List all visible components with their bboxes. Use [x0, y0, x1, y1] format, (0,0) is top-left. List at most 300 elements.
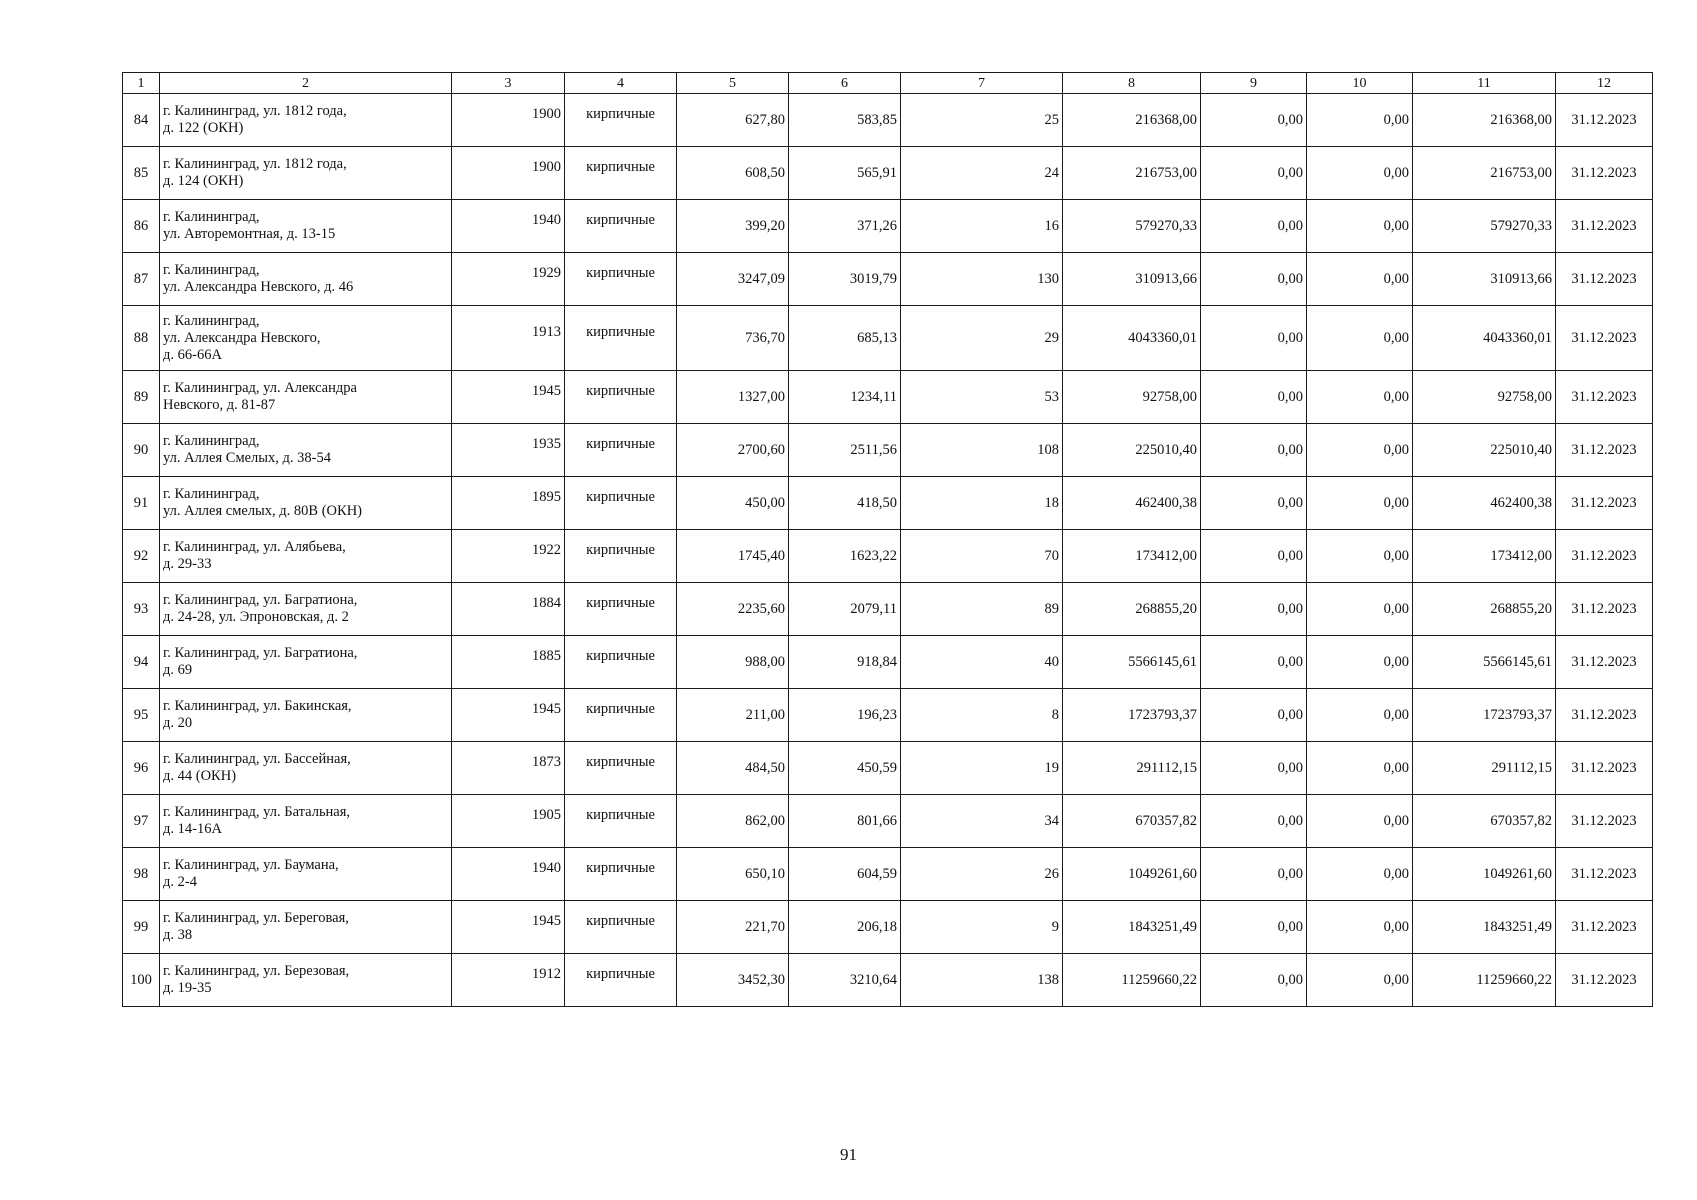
date-cell-value: 31.12.2023 — [1571, 812, 1637, 829]
date-cell — [1556, 795, 1653, 848]
row-number: 100 — [123, 954, 160, 1007]
year-cell-value: 1895 — [532, 488, 561, 505]
cell-col7 — [901, 795, 1063, 848]
material-cell — [565, 424, 677, 477]
cell-col10 — [1307, 477, 1413, 530]
material-cell-value: кирпичные — [586, 211, 655, 228]
cell-col6-value: 450,59 — [857, 759, 897, 776]
cell-col8 — [1063, 848, 1201, 901]
cell-col10-value: 0,00 — [1383, 329, 1409, 346]
date-cell-value: 31.12.2023 — [1571, 971, 1637, 988]
material-cell-value: кирпичные — [586, 488, 655, 505]
cell-col5 — [677, 742, 789, 795]
cell-col6 — [789, 954, 901, 1007]
cell-col10 — [1307, 901, 1413, 954]
cell-col9-value: 0,00 — [1277, 865, 1303, 882]
cell-col8 — [1063, 306, 1201, 371]
year-cell-value: 1929 — [532, 264, 561, 281]
material-cell — [565, 848, 677, 901]
cell-col8 — [1063, 477, 1201, 530]
cell-col11-value: 670357,82 — [1490, 812, 1552, 829]
cell-col5 — [677, 147, 789, 200]
cell-col7 — [901, 94, 1063, 147]
cell-col11 — [1413, 371, 1556, 424]
cell-col8-value: 310913,66 — [1135, 270, 1197, 287]
row-number: 95 — [123, 689, 160, 742]
cell-col11 — [1413, 954, 1556, 1007]
material-cell-value: кирпичные — [586, 912, 655, 929]
cell-col11 — [1413, 253, 1556, 306]
date-cell — [1556, 94, 1653, 147]
cell-col5 — [677, 583, 789, 636]
date-cell-value: 31.12.2023 — [1571, 759, 1637, 776]
cell-col8-value: 5566145,61 — [1128, 653, 1197, 670]
cell-col6-value: 604,59 — [857, 865, 897, 882]
cell-col9 — [1201, 583, 1307, 636]
material-cell — [565, 901, 677, 954]
year-cell-value: 1940 — [532, 859, 561, 876]
cell-col9 — [1201, 530, 1307, 583]
address-cell: г. Калининград, ул. Березовая, д. 19-35 — [160, 954, 452, 1007]
material-cell — [565, 371, 677, 424]
cell-col7 — [901, 954, 1063, 1007]
row-number: 87 — [123, 253, 160, 306]
cell-col10-value: 0,00 — [1383, 111, 1409, 128]
cell-col7 — [901, 583, 1063, 636]
cell-col6-value: 196,23 — [857, 706, 897, 723]
material-cell-value: кирпичные — [586, 158, 655, 175]
cell-col10-value: 0,00 — [1383, 653, 1409, 670]
date-cell-value: 31.12.2023 — [1571, 865, 1637, 882]
date-cell — [1556, 253, 1653, 306]
cell-col5 — [677, 424, 789, 477]
cell-col7 — [901, 742, 1063, 795]
year-cell — [452, 636, 565, 689]
year-cell — [452, 94, 565, 147]
date-cell — [1556, 424, 1653, 477]
material-cell-value: кирпичные — [586, 647, 655, 664]
material-cell — [565, 253, 677, 306]
cell-col8-value: 216753,00 — [1135, 164, 1197, 181]
row-number: 90 — [123, 424, 160, 477]
cell-col8 — [1063, 954, 1201, 1007]
housing-table — [122, 72, 1653, 1007]
cell-col6 — [789, 94, 901, 147]
material-cell-value: кирпичные — [586, 264, 655, 281]
table-row — [123, 954, 1653, 1007]
cell-col5-value: 484,50 — [745, 759, 785, 776]
cell-col9-value: 0,00 — [1277, 759, 1303, 776]
cell-col11 — [1413, 795, 1556, 848]
cell-col6-value: 3019,79 — [849, 270, 897, 287]
cell-col7 — [901, 147, 1063, 200]
cell-col5 — [677, 306, 789, 371]
material-cell-value: кирпичные — [586, 753, 655, 770]
cell-col11-value: 579270,33 — [1490, 217, 1552, 234]
row-number: 94 — [123, 636, 160, 689]
year-cell-value: 1913 — [532, 323, 561, 340]
cell-col11-value: 310913,66 — [1490, 270, 1552, 287]
cell-col9 — [1201, 848, 1307, 901]
year-cell-value: 1912 — [532, 965, 561, 982]
date-cell — [1556, 848, 1653, 901]
cell-col11-value: 1843251,49 — [1483, 918, 1552, 935]
cell-col8 — [1063, 742, 1201, 795]
cell-col7 — [901, 477, 1063, 530]
cell-col11 — [1413, 424, 1556, 477]
cell-col8-value: 670357,82 — [1135, 812, 1197, 829]
cell-col10 — [1307, 94, 1413, 147]
cell-col9 — [1201, 689, 1307, 742]
cell-col6 — [789, 200, 901, 253]
table-row — [123, 901, 1653, 954]
header-row — [123, 73, 1653, 94]
year-cell-value: 1905 — [532, 806, 561, 823]
cell-col11-value: 4043360,01 — [1483, 329, 1552, 346]
cell-col9-value: 0,00 — [1277, 600, 1303, 617]
cell-col8 — [1063, 636, 1201, 689]
col-header-2: 2 — [160, 73, 452, 94]
cell-col6-value: 685,13 — [857, 329, 897, 346]
cell-col6-value: 371,26 — [857, 217, 897, 234]
material-cell — [565, 636, 677, 689]
table-row — [123, 371, 1653, 424]
cell-col11 — [1413, 901, 1556, 954]
cell-col10-value: 0,00 — [1383, 971, 1409, 988]
cell-col8 — [1063, 901, 1201, 954]
cell-col7-value: 70 — [1044, 547, 1059, 564]
cell-col11-value: 291112,15 — [1491, 759, 1552, 776]
cell-col8-value: 225010,40 — [1135, 441, 1197, 458]
date-cell — [1556, 477, 1653, 530]
cell-col10 — [1307, 306, 1413, 371]
row-number: 91 — [123, 477, 160, 530]
cell-col11 — [1413, 742, 1556, 795]
cell-col11-value: 462400,38 — [1490, 494, 1552, 511]
cell-col5 — [677, 371, 789, 424]
cell-col9 — [1201, 795, 1307, 848]
row-number: 84 — [123, 94, 160, 147]
material-cell-value: кирпичные — [586, 594, 655, 611]
cell-col6-value: 3210,64 — [849, 971, 897, 988]
material-cell-value: кирпичные — [586, 859, 655, 876]
cell-col8 — [1063, 147, 1201, 200]
cell-col6-value: 1234,11 — [850, 388, 897, 405]
date-cell — [1556, 901, 1653, 954]
cell-col5-value: 862,00 — [745, 812, 785, 829]
table-row — [123, 742, 1653, 795]
cell-col10-value: 0,00 — [1383, 270, 1409, 287]
cell-col10-value: 0,00 — [1383, 759, 1409, 776]
cell-col9 — [1201, 371, 1307, 424]
cell-col9-value: 0,00 — [1277, 812, 1303, 829]
cell-col6 — [789, 306, 901, 371]
cell-col5-value: 3452,30 — [737, 971, 785, 988]
cell-col9 — [1201, 477, 1307, 530]
material-cell — [565, 306, 677, 371]
col-header-1: 1 — [123, 73, 160, 94]
row-number: 88 — [123, 306, 160, 371]
year-cell — [452, 848, 565, 901]
cell-col8-value: 1723793,37 — [1128, 706, 1197, 723]
date-cell-value: 31.12.2023 — [1571, 547, 1637, 564]
cell-col7-value: 34 — [1044, 812, 1059, 829]
material-cell-value: кирпичные — [586, 965, 655, 982]
date-cell-value: 31.12.2023 — [1571, 653, 1637, 670]
cell-col10 — [1307, 848, 1413, 901]
year-cell — [452, 795, 565, 848]
date-cell — [1556, 689, 1653, 742]
material-cell — [565, 477, 677, 530]
date-cell-value: 31.12.2023 — [1571, 164, 1637, 181]
cell-col11-value: 268855,20 — [1490, 600, 1552, 617]
cell-col11-value: 225010,40 — [1490, 441, 1552, 458]
col-header-9: 9 — [1201, 73, 1307, 94]
cell-col7-value: 89 — [1044, 600, 1059, 617]
cell-col9-value: 0,00 — [1277, 547, 1303, 564]
row-number: 92 — [123, 530, 160, 583]
cell-col10-value: 0,00 — [1383, 547, 1409, 564]
table-row — [123, 306, 1653, 371]
cell-col5 — [677, 477, 789, 530]
cell-col8 — [1063, 689, 1201, 742]
cell-col5 — [677, 636, 789, 689]
material-cell-value: кирпичные — [586, 435, 655, 452]
year-cell — [452, 253, 565, 306]
cell-col6 — [789, 253, 901, 306]
cell-col7 — [901, 689, 1063, 742]
cell-col5 — [677, 795, 789, 848]
cell-col5-value: 2235,60 — [737, 600, 785, 617]
year-cell — [452, 954, 565, 1007]
table-row — [123, 848, 1653, 901]
date-cell-value: 31.12.2023 — [1571, 329, 1637, 346]
cell-col8 — [1063, 530, 1201, 583]
material-cell-value: кирпичные — [586, 541, 655, 558]
row-number: 93 — [123, 583, 160, 636]
table-row — [123, 689, 1653, 742]
cell-col11 — [1413, 583, 1556, 636]
col-header-8: 8 — [1063, 73, 1201, 94]
address-cell: г. Калининград, ул. 1812 года, д. 124 (ОКН) — [160, 147, 452, 200]
table-row — [123, 636, 1653, 689]
cell-col5-value: 450,00 — [745, 494, 785, 511]
material-cell-value: кирпичные — [586, 105, 655, 122]
year-cell-value: 1873 — [532, 753, 561, 770]
date-cell — [1556, 147, 1653, 200]
cell-col8-value: 268855,20 — [1135, 600, 1197, 617]
cell-col11 — [1413, 147, 1556, 200]
cell-col10-value: 0,00 — [1383, 217, 1409, 234]
cell-col5-value: 608,50 — [745, 164, 785, 181]
cell-col7 — [901, 253, 1063, 306]
cell-col9-value: 0,00 — [1277, 217, 1303, 234]
cell-col10 — [1307, 583, 1413, 636]
cell-col10-value: 0,00 — [1383, 865, 1409, 882]
cell-col9-value: 0,00 — [1277, 111, 1303, 128]
table-body — [123, 73, 1653, 1007]
address-cell: г. Калининград, ул. Аллея смелых, д. 80В (ОКН) — [160, 477, 452, 530]
cell-col5-value: 3247,09 — [737, 270, 785, 287]
cell-col9 — [1201, 742, 1307, 795]
cell-col8 — [1063, 424, 1201, 477]
cell-col11 — [1413, 477, 1556, 530]
cell-col7-value: 40 — [1044, 653, 1059, 670]
cell-col8 — [1063, 583, 1201, 636]
cell-col9 — [1201, 636, 1307, 689]
cell-col8-value: 1843251,49 — [1128, 918, 1197, 935]
cell-col6 — [789, 371, 901, 424]
date-cell-value: 31.12.2023 — [1571, 600, 1637, 617]
address-cell: г. Калининград, ул. Баумана, д. 2-4 — [160, 848, 452, 901]
date-cell-value: 31.12.2023 — [1571, 270, 1637, 287]
cell-col7 — [901, 636, 1063, 689]
cell-col9 — [1201, 253, 1307, 306]
date-cell-value: 31.12.2023 — [1571, 388, 1637, 405]
cell-col8 — [1063, 200, 1201, 253]
address-cell: г. Калининград, ул. Алябьева, д. 29-33 — [160, 530, 452, 583]
cell-col6 — [789, 848, 901, 901]
cell-col7 — [901, 200, 1063, 253]
row-number: 86 — [123, 200, 160, 253]
cell-col8-value: 4043360,01 — [1128, 329, 1197, 346]
cell-col11-value: 216368,00 — [1490, 111, 1552, 128]
cell-col9-value: 0,00 — [1277, 653, 1303, 670]
cell-col5 — [677, 253, 789, 306]
cell-col10-value: 0,00 — [1383, 600, 1409, 617]
cell-col8 — [1063, 253, 1201, 306]
cell-col11-value: 173412,00 — [1490, 547, 1552, 564]
year-cell-value: 1945 — [532, 382, 561, 399]
cell-col11-value: 5566145,61 — [1483, 653, 1552, 670]
year-cell — [452, 530, 565, 583]
cell-col7-value: 53 — [1044, 388, 1059, 405]
year-cell-value: 1884 — [532, 594, 561, 611]
cell-col5-value: 736,70 — [745, 329, 785, 346]
address-cell: г. Калининград, ул. Александра Невского, д. 81-87 — [160, 371, 452, 424]
year-cell-value: 1900 — [532, 105, 561, 122]
cell-col6-value: 801,66 — [857, 812, 897, 829]
cell-col10-value: 0,00 — [1383, 441, 1409, 458]
cell-col7-value: 18 — [1044, 494, 1059, 511]
year-cell-value: 1945 — [532, 912, 561, 929]
cell-col5-value: 650,10 — [745, 865, 785, 882]
cell-col5-value: 221,70 — [745, 918, 785, 935]
col-header-11: 11 — [1413, 73, 1556, 94]
cell-col6 — [789, 477, 901, 530]
cell-col6 — [789, 636, 901, 689]
cell-col11-value: 1049261,60 — [1483, 865, 1552, 882]
cell-col7-value: 8 — [1051, 706, 1059, 723]
year-cell — [452, 583, 565, 636]
material-cell — [565, 689, 677, 742]
cell-col9 — [1201, 954, 1307, 1007]
cell-col8-value: 1049261,60 — [1128, 865, 1197, 882]
cell-col5-value: 399,20 — [745, 217, 785, 234]
cell-col5 — [677, 689, 789, 742]
cell-col11 — [1413, 94, 1556, 147]
address-cell: г. Калининград, ул. Батальная, д. 14-16А — [160, 795, 452, 848]
cell-col6 — [789, 689, 901, 742]
cell-col11 — [1413, 200, 1556, 253]
cell-col9-value: 0,00 — [1277, 164, 1303, 181]
cell-col10-value: 0,00 — [1383, 812, 1409, 829]
year-cell-value: 1940 — [532, 211, 561, 228]
year-cell — [452, 371, 565, 424]
cell-col7-value: 138 — [1037, 971, 1059, 988]
cell-col5-value: 627,80 — [745, 111, 785, 128]
cell-col10 — [1307, 795, 1413, 848]
row-number: 89 — [123, 371, 160, 424]
cell-col10 — [1307, 530, 1413, 583]
material-cell — [565, 742, 677, 795]
cell-col8-value: 216368,00 — [1135, 111, 1197, 128]
year-cell — [452, 306, 565, 371]
cell-col5-value: 211,00 — [745, 706, 785, 723]
cell-col8-value: 11259660,22 — [1121, 971, 1197, 988]
year-cell — [452, 477, 565, 530]
col-header-5: 5 — [677, 73, 789, 94]
address-cell: г. Калининград, ул. Багратиона, д. 69 — [160, 636, 452, 689]
year-cell-value: 1922 — [532, 541, 561, 558]
cell-col6 — [789, 795, 901, 848]
cell-col7-value: 9 — [1051, 918, 1059, 935]
cell-col10-value: 0,00 — [1383, 706, 1409, 723]
cell-col10-value: 0,00 — [1383, 494, 1409, 511]
year-cell — [452, 147, 565, 200]
cell-col8-value: 173412,00 — [1135, 547, 1197, 564]
col-header-6: 6 — [789, 73, 901, 94]
date-cell — [1556, 583, 1653, 636]
date-cell — [1556, 306, 1653, 371]
address-cell: г. Калининград, ул. Александра Невского, д. 46 — [160, 253, 452, 306]
date-cell-value: 31.12.2023 — [1571, 494, 1637, 511]
year-cell-value: 1900 — [532, 158, 561, 175]
cell-col5 — [677, 94, 789, 147]
row-number: 99 — [123, 901, 160, 954]
cell-col11 — [1413, 306, 1556, 371]
cell-col9-value: 0,00 — [1277, 971, 1303, 988]
cell-col8 — [1063, 795, 1201, 848]
date-cell — [1556, 954, 1653, 1007]
cell-col11 — [1413, 530, 1556, 583]
cell-col9 — [1201, 424, 1307, 477]
cell-col7 — [901, 306, 1063, 371]
year-cell-value: 1935 — [532, 435, 561, 452]
material-cell — [565, 530, 677, 583]
cell-col6-value: 2079,11 — [850, 600, 897, 617]
material-cell-value: кирпичные — [586, 382, 655, 399]
date-cell — [1556, 530, 1653, 583]
cell-col9-value: 0,00 — [1277, 706, 1303, 723]
cell-col6-value: 418,50 — [857, 494, 897, 511]
cell-col8 — [1063, 371, 1201, 424]
cell-col5 — [677, 954, 789, 1007]
row-number: 98 — [123, 848, 160, 901]
cell-col6-value: 1623,22 — [849, 547, 897, 564]
cell-col5 — [677, 200, 789, 253]
date-cell-value: 31.12.2023 — [1571, 217, 1637, 234]
table-row — [123, 424, 1653, 477]
cell-col10-value: 0,00 — [1383, 388, 1409, 405]
cell-col6-value: 918,84 — [857, 653, 897, 670]
col-header-7: 7 — [901, 73, 1063, 94]
col-header-3: 3 — [452, 73, 565, 94]
cell-col9-value: 0,00 — [1277, 329, 1303, 346]
col-header-12: 12 — [1556, 73, 1653, 94]
cell-col7-value: 26 — [1044, 865, 1059, 882]
cell-col9-value: 0,00 — [1277, 494, 1303, 511]
